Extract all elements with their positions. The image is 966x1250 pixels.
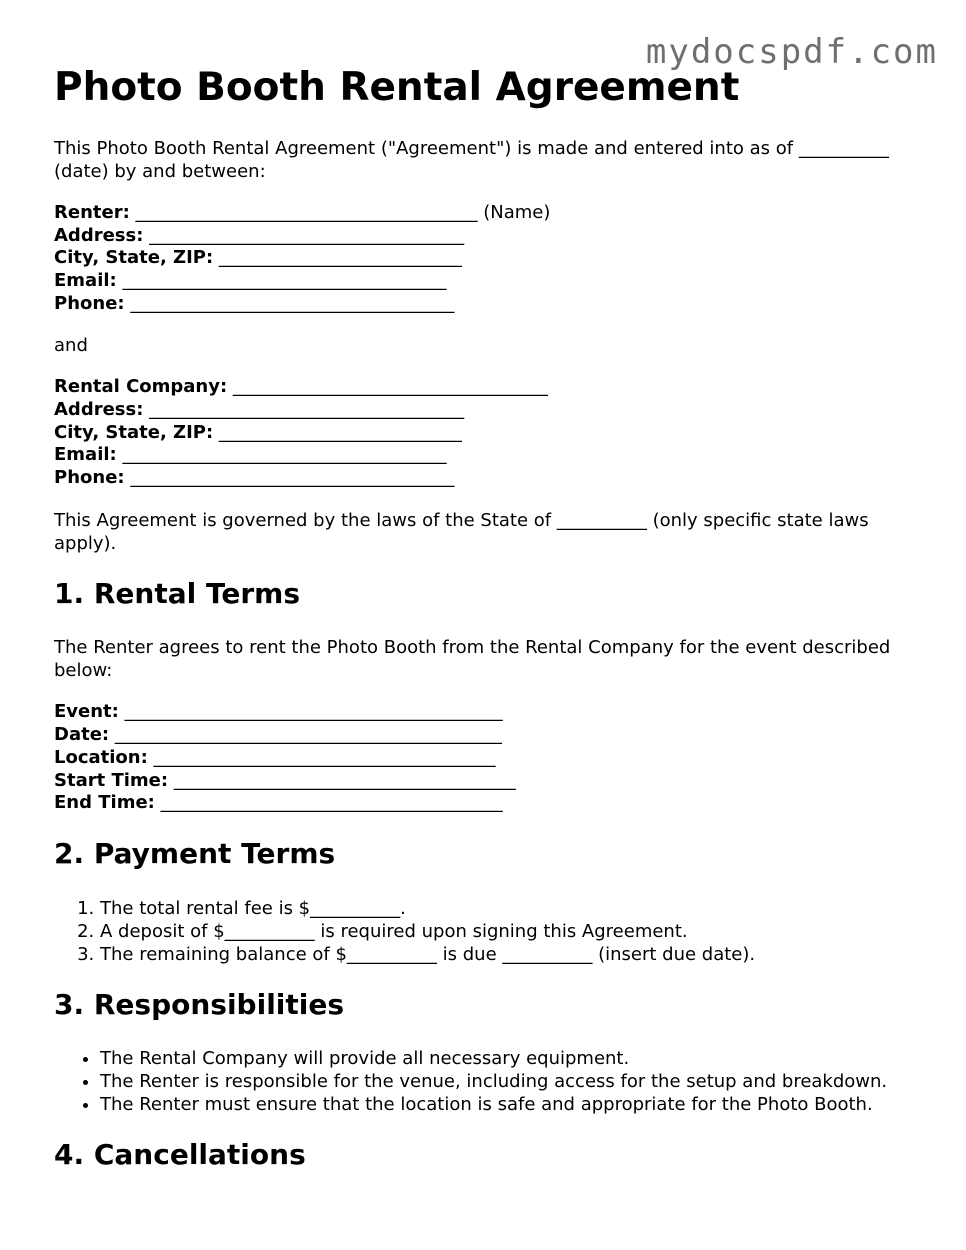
field-blank: ______________________________________ <box>154 792 503 814</box>
date-row <box>54 724 924 747</box>
list-item: 2. A deposit of $__________ is required upon signing this Agreement. <box>100 920 924 943</box>
field-label: Address: <box>54 399 144 421</box>
field-blank: ___________________________________ <box>143 224 465 246</box>
document-title: Photo Booth Rental Agreement <box>54 65 740 110</box>
list-item: 1. The total rental fee is $__________. <box>100 897 924 920</box>
list-item: • The Renter is responsible for the venue, including access for the setup and breakdown. <box>100 1070 924 1093</box>
event-row <box>54 701 924 724</box>
renter-phone-row <box>54 293 924 316</box>
field-label: End Time: <box>54 792 155 814</box>
renter-city-row <box>54 247 924 270</box>
field-blank: ___________________________________ <box>227 376 548 398</box>
start-time-row <box>54 770 924 793</box>
event-fields <box>54 701 924 815</box>
payment-terms-list <box>54 897 924 966</box>
list-item: 3. The remaining balance of $__________ is due __________ (insert due date). <box>100 943 924 966</box>
location-row <box>54 747 924 770</box>
field-label: Start Time: <box>54 769 169 791</box>
field-label: Rental Company: <box>54 376 228 398</box>
company-email-row <box>54 444 924 467</box>
field-blank: ___________________________ <box>213 247 462 269</box>
list-item: • The Renter must ensure that the location is safe and appropriate for the Photo Booth. <box>100 1093 924 1116</box>
field-blank: ______________________________________ <box>168 769 516 791</box>
company-address-row <box>54 399 924 422</box>
field-label: Event: <box>54 701 119 723</box>
field-label: Email: <box>54 269 117 291</box>
field-blank: ____________________________________ <box>116 444 447 466</box>
section-heading-responsibilities: 3. Responsibilities <box>54 987 345 1021</box>
field-blank: __________________________________________ <box>118 701 503 723</box>
governing-law-paragraph: This Agreement is governed by the laws of the State of __________ (only specific state laws apply). <box>54 509 869 554</box>
renter-email-row <box>54 270 924 293</box>
and-text: and <box>54 335 88 357</box>
field-label: City, State, ZIP: <box>54 421 214 443</box>
field-blank: ______________________________________ <box>147 746 496 768</box>
end-time-row <box>54 792 924 815</box>
field-label: Email: <box>54 444 117 466</box>
field-label: Date: <box>54 724 110 746</box>
watermark: mydocspdf.com <box>645 32 938 72</box>
document-content <box>54 66 924 1198</box>
field-label: City, State, ZIP: <box>54 247 214 269</box>
field-blank: ___________________________________ <box>143 399 465 421</box>
rental-terms-intro: The Renter agrees to rent the Photo Booth from the Rental Company for the event described below: <box>54 637 891 682</box>
company-phone-row <box>54 467 924 490</box>
responsibilities-list <box>54 1047 924 1116</box>
field-label: Phone: <box>54 292 125 314</box>
company-name-row <box>54 376 924 399</box>
field-blank: ____________________________________ <box>124 292 455 314</box>
section-heading-rental-terms: 1. Rental Terms <box>54 576 300 610</box>
field-blank: ___________________________ <box>213 421 462 443</box>
intro-paragraph: This Photo Booth Rental Agreement ("Agreement") is made and entered into as of __________ (date) by and between: <box>54 137 889 182</box>
field-label: Phone: <box>54 467 125 489</box>
field-blank: ____________________________________ <box>124 467 455 489</box>
list-item: • The Rental Company will provide all necessary equipment. <box>100 1047 924 1070</box>
field-label: Address: <box>54 224 144 246</box>
field-blank: ______________________________________ (Name) <box>129 201 551 223</box>
section-heading-payment-terms: 2. Payment Terms <box>54 836 336 870</box>
field-blank: ____________________________________ <box>116 269 447 291</box>
field-label: Location: <box>54 746 148 768</box>
field-label: Renter: <box>54 201 130 223</box>
company-city-row <box>54 422 924 445</box>
renter-fields <box>54 202 924 316</box>
field-blank: ___________________________________________ <box>109 724 502 746</box>
company-fields <box>54 376 924 490</box>
renter-address-row <box>54 225 924 248</box>
renter-name-row <box>54 202 924 225</box>
section-heading-cancellations: 4. Cancellations <box>54 1138 306 1172</box>
